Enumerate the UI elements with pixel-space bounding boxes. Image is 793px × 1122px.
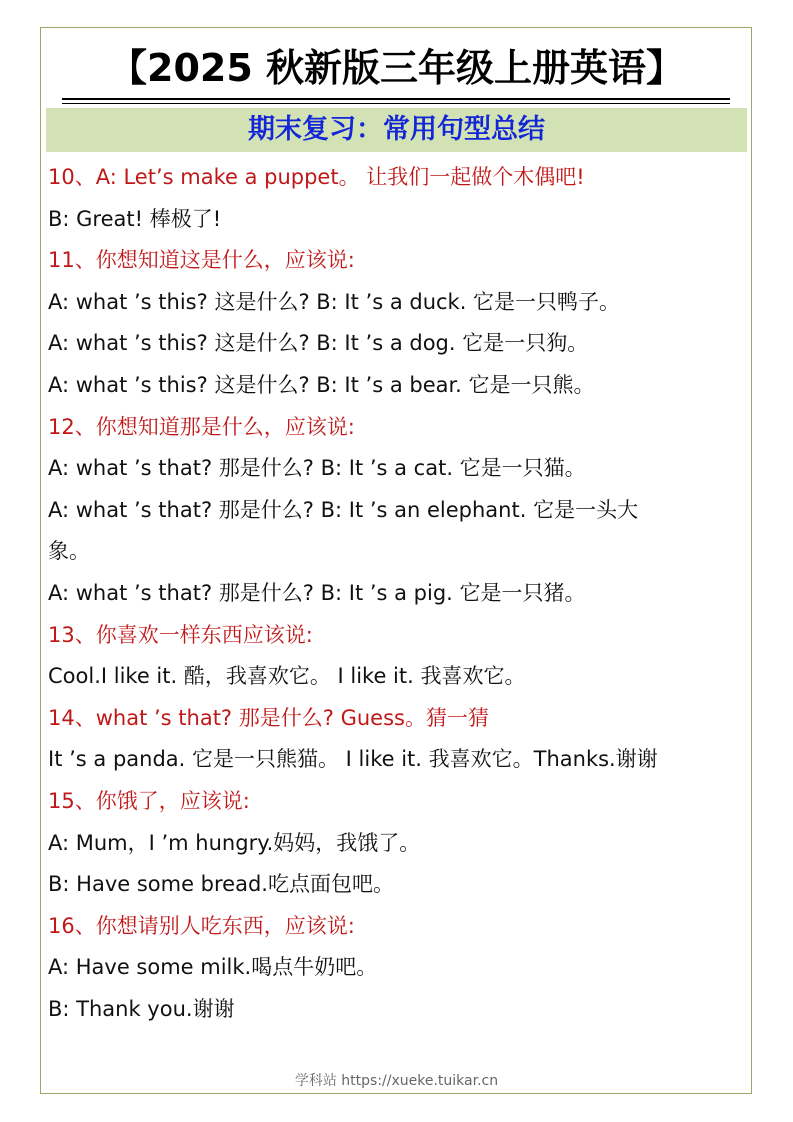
content-line: A: Have some milk.喝点牛奶吧。 [48, 955, 378, 980]
content-line: A: what ’s that? 那是什么? B: It ’s a pig. 它是一只猪。 [48, 580, 586, 605]
content-line: A: Mum，I ’m hungry.妈妈，我饿了。 [48, 830, 421, 855]
subtitle: 期末复习：常用句型总结 [248, 114, 545, 145]
content-line: 16、你想请别人吃东西，应该说: [48, 913, 355, 938]
content-line: 14、what ’s that? 那是什么? Guess。猜一猜 [48, 705, 489, 730]
content-line: B: Thank you.谢谢 [48, 996, 235, 1021]
footer-watermark: 学科站 https://xueke.tuikar.cn [294, 1073, 499, 1089]
content-line: A: what ’s this? 这是什么? B: It ’s a dog. 它是一只狗。 [48, 331, 589, 356]
content-line: A: what ’s that? 那是什么? B: It ’s a cat. 它是一只猫。 [48, 456, 586, 481]
content-line: 12、你想知道那是什么，应该说: [48, 414, 355, 439]
content-line: 10、A: Let’s make a puppet。 让我们一起做个木偶吧! [48, 165, 585, 189]
title-underline-thin [62, 103, 730, 104]
content-line: A: what ’s that? 那是什么? B: It ’s an elephant. 它是一头大 [48, 497, 639, 522]
title-underline-thick [62, 98, 730, 100]
content-line: 象。 [48, 539, 90, 564]
content-line: It ’s a panda. 它是一只熊猫。 I like it. 我喜欢它。Thanks.谢谢 [48, 747, 658, 772]
content-line: B: Have some bread.吃点面包吧。 [48, 872, 394, 897]
page-title: 【2025 秋新版三年级上册英语】 [109, 46, 684, 90]
content-line: 13、你喜欢一样东西应该说: [48, 622, 313, 647]
content-line: B: Great! 棒极了! [48, 206, 222, 231]
content-line: Cool.I like it. 酷，我喜欢它。 I like it. 我喜欢它。 [48, 664, 526, 689]
subtitle-banner [46, 108, 747, 152]
content-line: A: what ’s this? 这是什么? B: It ’s a duck. 它是一只鸭子。 [48, 289, 621, 314]
content-line: 15、你饿了，应该说: [48, 788, 250, 813]
content-lines [48, 157, 748, 1030]
content-line: A: what ’s this? 这是什么? B: It ’s a bear. 它是一只熊。 [48, 372, 595, 397]
content-line: 11、你想知道这是什么，应该说: [48, 248, 355, 273]
